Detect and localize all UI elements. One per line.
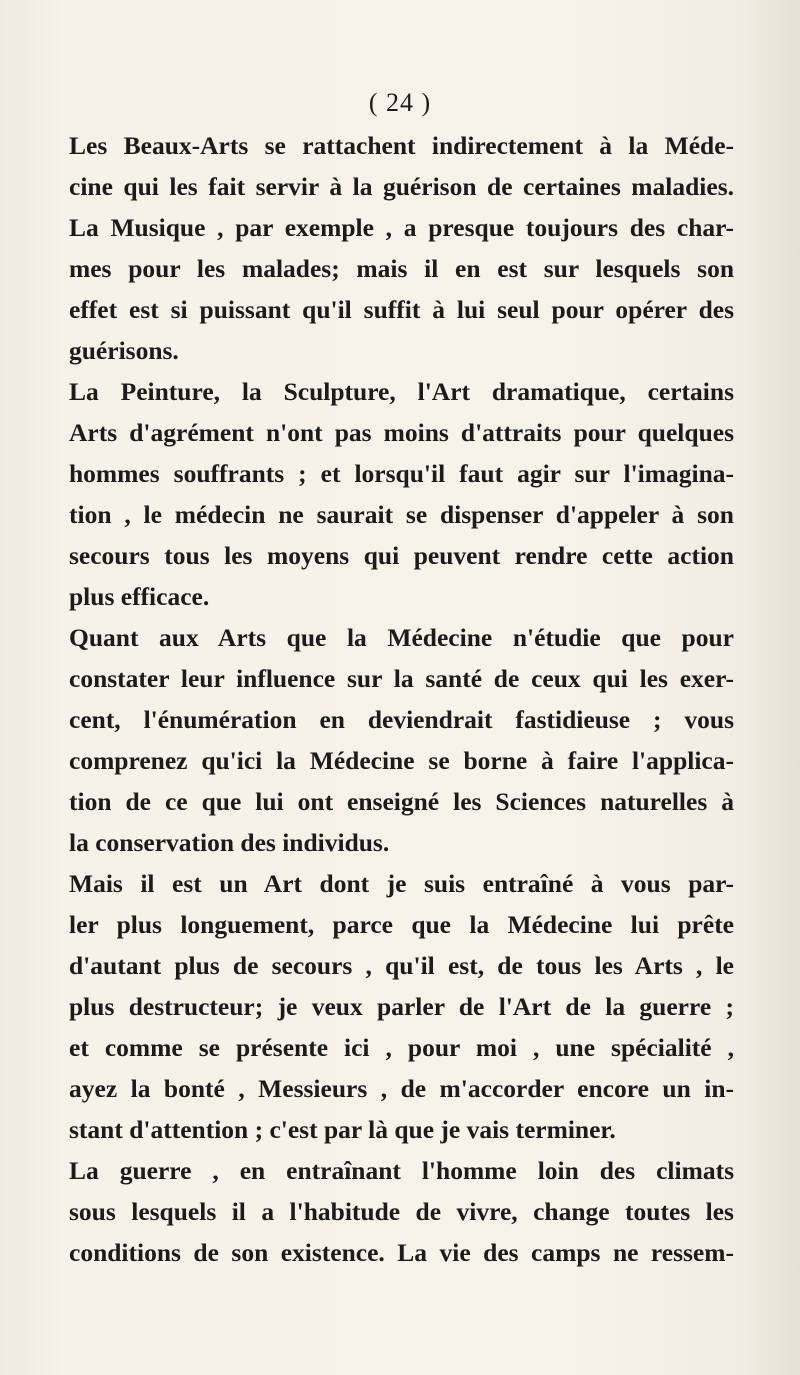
text-line-4: mes pour les malades; mais il en est sur lesquels son — [69, 254, 734, 283]
text-line-21: d'autant plus de secours , qu'il est, de tous les Arts , le — [69, 951, 734, 980]
text-line-26: La guerre , en entraînant l'homme loin des climats — [69, 1156, 734, 1185]
text-line-25: stant d'attention ; c'est par là que je vais terminer. — [69, 1115, 616, 1144]
text-line-11: secours tous les moyens qui peuvent rendre cette action — [69, 541, 734, 570]
text-line-6: guérisons. — [69, 336, 179, 365]
text-line-5: effet est si puissant qu'il suffit à lui seul pour opérer des — [69, 295, 734, 324]
text-line-27: sous lesquels il a l'habitude de vivre, change toutes les — [69, 1197, 734, 1226]
text-line-28: conditions de son existence. La vie des camps ne ressem- — [69, 1238, 734, 1267]
text-line-20: ler plus longuement, parce que la Médecine lui prête — [69, 910, 734, 939]
text-line-18: la conservation des individus. — [69, 828, 390, 857]
text-line-14: constater leur influence sur la santé de ceux qui les exer- — [69, 664, 734, 693]
text-line-10: tion , le médecin ne saurait se dispenser d'appeler à son — [69, 500, 734, 529]
text-line-8: Arts d'agrément n'ont pas moins d'attraits pour quelques — [69, 418, 734, 447]
text-line-15: cent, l'énumération en deviendrait fastidieuse ; vous — [69, 705, 734, 734]
text-line-19: Mais il est un Art dont je suis entraîné à vous par- — [69, 869, 734, 898]
page-number: ( 24 ) — [368, 88, 432, 117]
text-line-17: tion de ce que lui ont enseigné les Sciences naturelles à — [69, 787, 734, 816]
text-line-24: ayez la bonté , Messieurs , de m'accorder encore un in- — [69, 1074, 734, 1103]
text-line-16: comprenez qu'ici la Médecine se borne à faire l'applica- — [69, 746, 734, 775]
text-line-13: Quant aux Arts que la Médecine n'étudie que pour — [69, 623, 734, 652]
text-line-7: La Peinture, la Sculpture, l'Art dramatique, certains — [69, 377, 734, 406]
text-line-3: La Musique , par exemple , a presque toujours des char- — [69, 213, 734, 242]
text-line-1: Les Beaux-Arts se rattachent indirectement à la Méde- — [69, 131, 734, 160]
text-line-23: et comme se présente ici , pour moi , une spécialité , — [69, 1033, 734, 1062]
text-line-9: hommes souffrants ; et lorsqu'il faut agir sur l'imagina- — [69, 459, 734, 488]
text-line-12: plus efficace. — [69, 582, 210, 611]
text-line-2: cine qui les fait servir à la guérison de certaines maladies. — [69, 172, 734, 201]
text-line-22: plus destructeur; je veux parler de l'Art de la guerre ; — [69, 992, 734, 1021]
